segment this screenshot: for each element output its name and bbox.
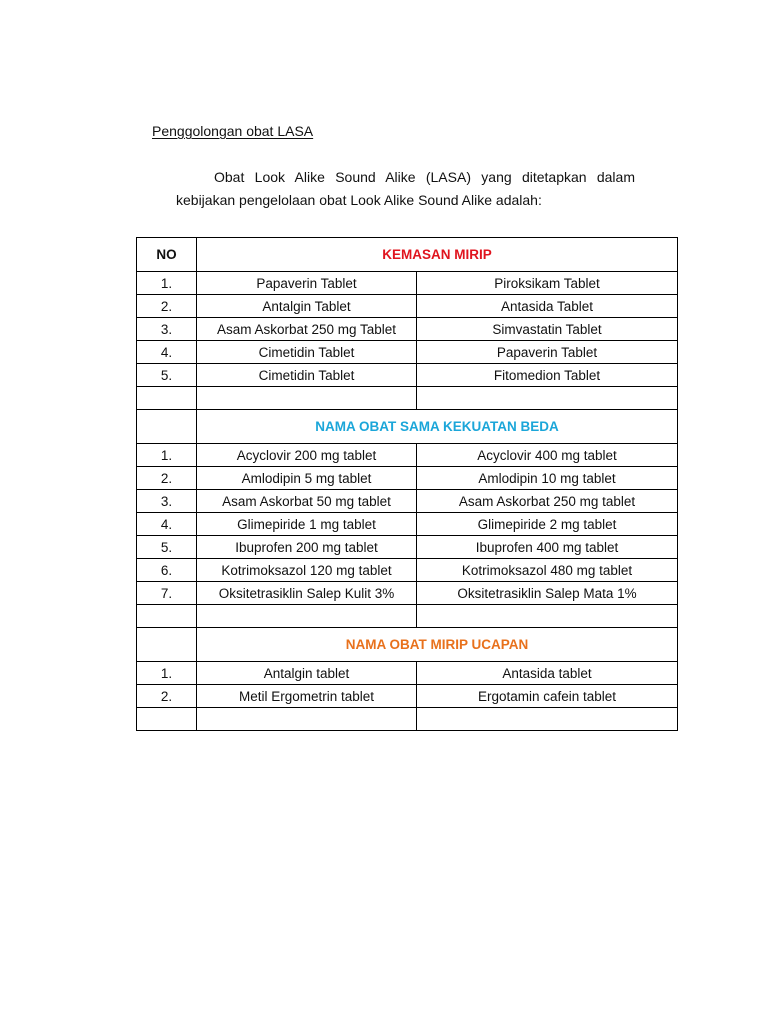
drug-name-a: Amlodipin 5 mg tablet bbox=[197, 467, 417, 490]
section-no-cell-empty bbox=[137, 628, 197, 662]
row-number: 1. bbox=[137, 272, 197, 295]
drug-name-b: Oksitetrasiklin Salep Mata 1% bbox=[417, 582, 678, 605]
table-row bbox=[137, 318, 678, 341]
drug-name-a: Asam Askorbat 50 mg tablet bbox=[197, 490, 417, 513]
section-title: KEMASAN MIRIP bbox=[197, 238, 678, 272]
drug-name-a: Antalgin Tablet bbox=[197, 295, 417, 318]
table-row bbox=[137, 513, 678, 536]
section-no-cell-empty bbox=[137, 410, 197, 444]
row-number: 4. bbox=[137, 513, 197, 536]
row-number: 1. bbox=[137, 662, 197, 685]
lasa-table bbox=[136, 237, 678, 731]
empty-cell bbox=[197, 708, 417, 731]
intro-paragraph: Obat Look Alike Sound Alike (LASA) yang ditetapkan dalam kebijakan pengelolaan obat Look Alike Sound Alike adalah: bbox=[176, 169, 635, 208]
drug-name-a: Kotrimoksazol 120 mg tablet bbox=[197, 559, 417, 582]
drug-name-b: Acyclovir 400 mg tablet bbox=[417, 444, 678, 467]
drug-name-a: Antalgin tablet bbox=[197, 662, 417, 685]
empty-cell bbox=[197, 387, 417, 410]
drug-name-b: Kotrimoksazol 480 mg tablet bbox=[417, 559, 678, 582]
empty-cell bbox=[137, 708, 197, 731]
table-row bbox=[137, 490, 678, 513]
row-number: 2. bbox=[137, 467, 197, 490]
lasa-table-body bbox=[137, 238, 678, 731]
drug-name-b: Simvastatin Tablet bbox=[417, 318, 678, 341]
drug-name-a: Metil Ergometrin tablet bbox=[197, 685, 417, 708]
document-heading: Penggolongan obat LASA bbox=[152, 123, 314, 139]
row-number: 3. bbox=[137, 318, 197, 341]
row-number: 7. bbox=[137, 582, 197, 605]
empty-row bbox=[137, 708, 678, 731]
no-column-header: NO bbox=[137, 238, 197, 272]
row-number: 2. bbox=[137, 685, 197, 708]
drug-name-a: Oksitetrasiklin Salep Kulit 3% bbox=[197, 582, 417, 605]
empty-row bbox=[137, 387, 678, 410]
row-number: 2. bbox=[137, 295, 197, 318]
drug-name-a: Papaverin Tablet bbox=[197, 272, 417, 295]
drug-name-a: Acyclovir 200 mg tablet bbox=[197, 444, 417, 467]
drug-name-b: Asam Askorbat 250 mg tablet bbox=[417, 490, 678, 513]
row-number: 5. bbox=[137, 536, 197, 559]
row-number: 5. bbox=[137, 364, 197, 387]
row-number: 4. bbox=[137, 341, 197, 364]
table-row bbox=[137, 662, 678, 685]
table-row bbox=[137, 295, 678, 318]
section-title: NAMA OBAT MIRIP UCAPAN bbox=[197, 628, 678, 662]
empty-cell bbox=[197, 605, 417, 628]
drug-name-b: Ibuprofen 400 mg tablet bbox=[417, 536, 678, 559]
drug-name-a: Cimetidin Tablet bbox=[197, 364, 417, 387]
table-row bbox=[137, 559, 678, 582]
table-row bbox=[137, 536, 678, 559]
table-row bbox=[137, 582, 678, 605]
empty-cell bbox=[417, 708, 678, 731]
empty-cell bbox=[417, 605, 678, 628]
table-row bbox=[137, 272, 678, 295]
section-title: NAMA OBAT SAMA KEKUATAN BEDA bbox=[197, 410, 678, 444]
section-header-row bbox=[137, 628, 678, 662]
drug-name-b: Antasida Tablet bbox=[417, 295, 678, 318]
empty-cell bbox=[137, 387, 197, 410]
drug-name-a: Asam Askorbat 250 mg Tablet bbox=[197, 318, 417, 341]
drug-name-b: Glimepiride 2 mg tablet bbox=[417, 513, 678, 536]
table-row bbox=[137, 364, 678, 387]
table-row bbox=[137, 685, 678, 708]
table-row bbox=[137, 341, 678, 364]
row-number: 6. bbox=[137, 559, 197, 582]
empty-row bbox=[137, 605, 678, 628]
drug-name-a: Ibuprofen 200 mg tablet bbox=[197, 536, 417, 559]
drug-name-b: Piroksikam Tablet bbox=[417, 272, 678, 295]
table-row bbox=[137, 467, 678, 490]
section-header-row bbox=[137, 410, 678, 444]
drug-name-b: Amlodipin 10 mg tablet bbox=[417, 467, 678, 490]
drug-name-b: Fitomedion Tablet bbox=[417, 364, 678, 387]
row-number: 3. bbox=[137, 490, 197, 513]
empty-cell bbox=[137, 605, 197, 628]
section-header-row bbox=[137, 238, 678, 272]
drug-name-a: Glimepiride 1 mg tablet bbox=[197, 513, 417, 536]
drug-name-b: Ergotamin cafein tablet bbox=[417, 685, 678, 708]
row-number: 1. bbox=[137, 444, 197, 467]
empty-cell bbox=[417, 387, 678, 410]
table-row bbox=[137, 444, 678, 467]
drug-name-b: Papaverin Tablet bbox=[417, 341, 678, 364]
drug-name-b: Antasida tablet bbox=[417, 662, 678, 685]
drug-name-a: Cimetidin Tablet bbox=[197, 341, 417, 364]
